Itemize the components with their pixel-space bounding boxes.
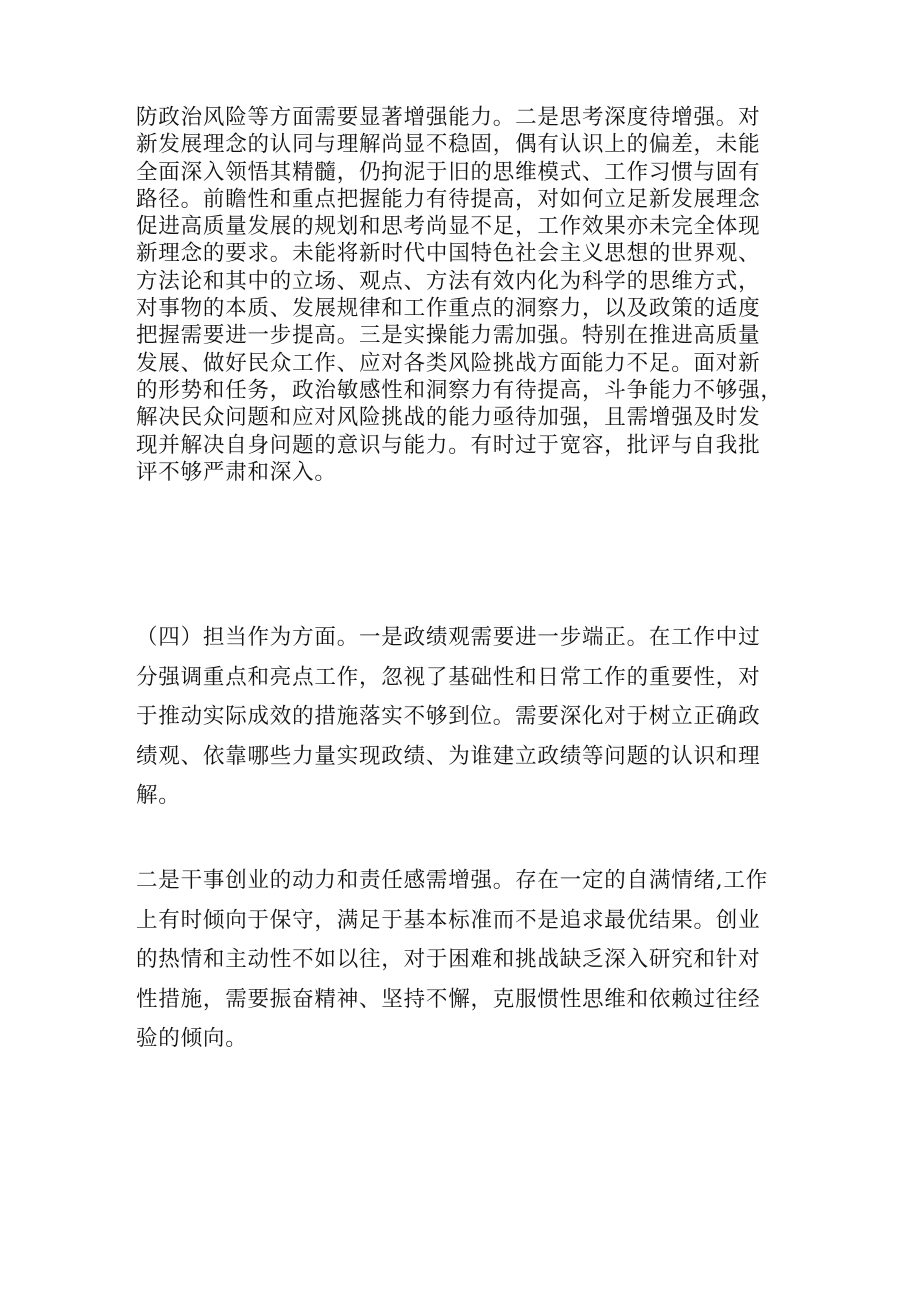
text-line: （四）担当作为方面。一是政绩观需要进一步端正。在工作中过: [136, 625, 761, 650]
text-line: 二是干事创业的动力和责任感需增强。存在一定的自满情绪,工作: [136, 868, 769, 893]
text-line: 绩观、依靠哪些力量实现政绩、为谁建立政绩等问题的认识和理: [136, 743, 761, 769]
text-line: 全面深入领悟其精髓，仍拘泥于旧的思维模式、工作习惯与固有: [136, 159, 761, 185]
text-line: 验的倾向。: [136, 1026, 248, 1051]
paragraph-section-four: [136, 618, 796, 816]
text-line: 促进高质量发展的规划和思考尚显不足，工作效果亦未完全体现: [136, 214, 761, 240]
text-line: 对事物的本质、发展规律和工作重点的洞察力，以及政策的适度: [136, 296, 761, 322]
text-line: 解决民众问题和应对风险挑战的能力亟待加强，且需增强及时发: [136, 405, 761, 431]
text-line: 新发展理念的认同与理解尚显不稳固，偶有认识上的偏差，未能: [136, 132, 761, 158]
text-line: 解。: [136, 783, 181, 808]
text-line: 上有时倾向于保守，满足于基本标准而不是追求最优结果。创业: [136, 907, 761, 933]
text-line: 发展、做好民众工作、应对各类风险挑战方面能力不足。面对新: [136, 350, 761, 376]
text-line: 现并解决自身问题的意识与能力。有时过于宽容，批评与自我批: [136, 432, 761, 458]
text-line: 于推动实际成效的措施落实不够到位。需要深化对于树立正确政: [136, 704, 761, 729]
text-line: 把握需要进一步提高。三是实操能力需加强。特别在推进高质量: [136, 323, 761, 349]
text-line: 防政治风险等方面需要显著增强能力。二是思考深度待增强。对: [136, 105, 761, 130]
text-line: 评不够严肃和深入。: [136, 459, 337, 485]
text-line: 方法论和其中的立场、观点、方法有效内化为科学的思维方式，: [136, 268, 761, 294]
text-line: 分强调重点和亮点工作，忽视了基础性和日常工作的重要性，对: [136, 664, 761, 690]
text-line: 路径。前瞻性和重点把握能力有待提高，对如何立足新发展理念: [136, 186, 761, 212]
text-line: 的形势和任务，政治敏感性和洞察力有待提高，斗争能力不够强，: [136, 377, 783, 403]
text-line: 新理念的要求。未能将新时代中国特色社会主义思想的世界观、: [136, 241, 761, 267]
text-line: 性措施，需要振奋精神、坚持不懈，克服惯性思维和依赖过往经: [136, 986, 761, 1012]
text-line: 的热情和主动性不如以往，对于困难和挑战缺乏深入研究和针对: [136, 947, 761, 972]
paragraph-motivation: [136, 861, 796, 1059]
paragraph-capability-issues: [136, 104, 796, 486]
